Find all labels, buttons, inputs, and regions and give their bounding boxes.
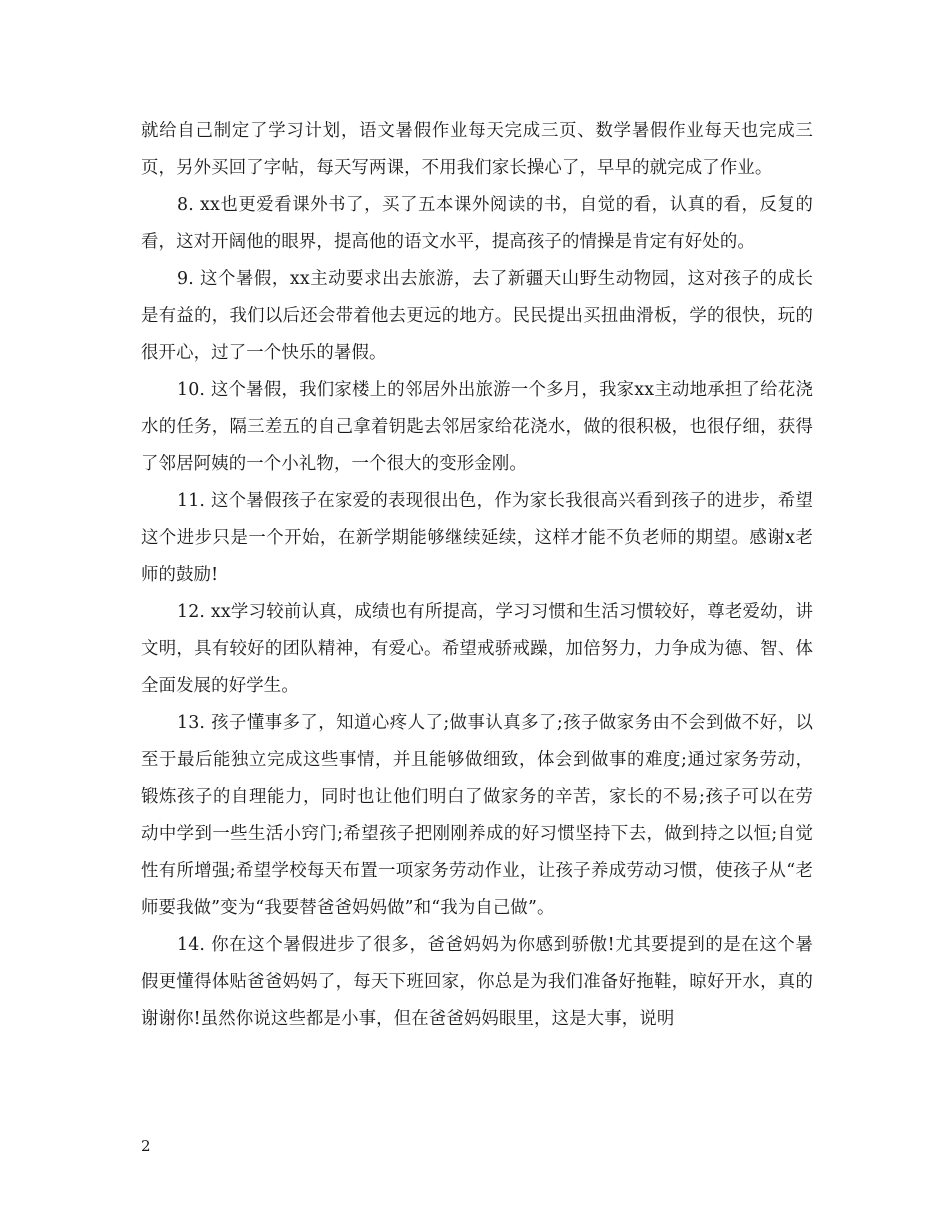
paragraph-item-8: 8. xx也更爱看课外书了，买了五本课外阅读的书，自觉的看，认真的看，反复的看，这对开阔他的眼界，提高他的语文水平，提高孩子的情操是肯定有好处的。 [141, 195, 813, 252]
page-number: 2 [141, 1137, 151, 1155]
paragraph-item-13: 13. 孩子懂事多了，知道心疼人了;做事认真多了;孩子做家务由不会到做不好，以至于最后能独立完成这些事情，并且能够做细致，体会到做事的难度;通过家务劳动，锻炼孩子的自理能力，同时也让他们明白了做家务的辛苦，家长的不易;孩子可以在劳动中学到一些生活小窍门;希望孩子把刚刚养成的好习惯坚持下去，做到持之以恒;自觉性有所增强;希望学校每天布置一项家务劳动作业，让孩子养成劳动习惯，使孩子从“老师要我做”变为“我要替爸爸妈妈做”和“我为自己做”。 [141, 713, 813, 918]
document-body [141, 113, 813, 1038]
paragraph-item-10: 10. 这个暑假，我们家楼上的邻居外出旅游一个多月，我家xx主动地承担了给花浇水的任务，隔三差五的自己拿着钥匙去邻居家给花浇水，做的很积极，也很仔细，获得了邻居阿姨的一个小礼物，一个很大的变形金刚。 [141, 380, 813, 474]
paragraph-item-14: 14. 你在这个暑假进步了很多，爸爸妈妈为你感到骄傲!尤其要提到的是在这个暑假更懂得体贴爸爸妈妈了，每天下班回家，你总是为我们准备好拖鞋，晾好开水，真的谢谢你!虽然你说这些都是小事，但在爸爸妈妈眼里，这是大事，说明 [141, 935, 813, 1029]
paragraph-item-12: 12. xx学习较前认真，成绩也有所提高，学习习惯和生活习惯较好，尊老爱幼，讲文明，具有较好的团队精神，有爱心。希望戒骄戒躁，加倍努力，力争成为德、智、体全面发展的好学生。 [141, 602, 813, 696]
paragraph-item-11: 11. 这个暑假孩子在家爱的表现很出色，作为家长我很高兴看到孩子的进步，希望这个进步只是一个开始，在新学期能够继续延续，这样才能不负老师的期望。感谢x老师的鼓励! [141, 491, 813, 585]
paragraph-item-9: 9. 这个暑假，xx主动要求出去旅游，去了新疆天山野生动物园，这对孩子的成长是有益的，我们以后还会带着他去更远的地方。民民提出买扭曲滑板，学的很快，玩的很开心，过了一个快乐的暑假。 [141, 269, 813, 363]
paragraph-continuation: 就给自己制定了学习计划，语文暑假作业每天完成三页、数学暑假作业每天也完成三页，另外买回了字帖，每天写两课，不用我们家长操心了，早早的就完成了作业。 [141, 121, 813, 178]
